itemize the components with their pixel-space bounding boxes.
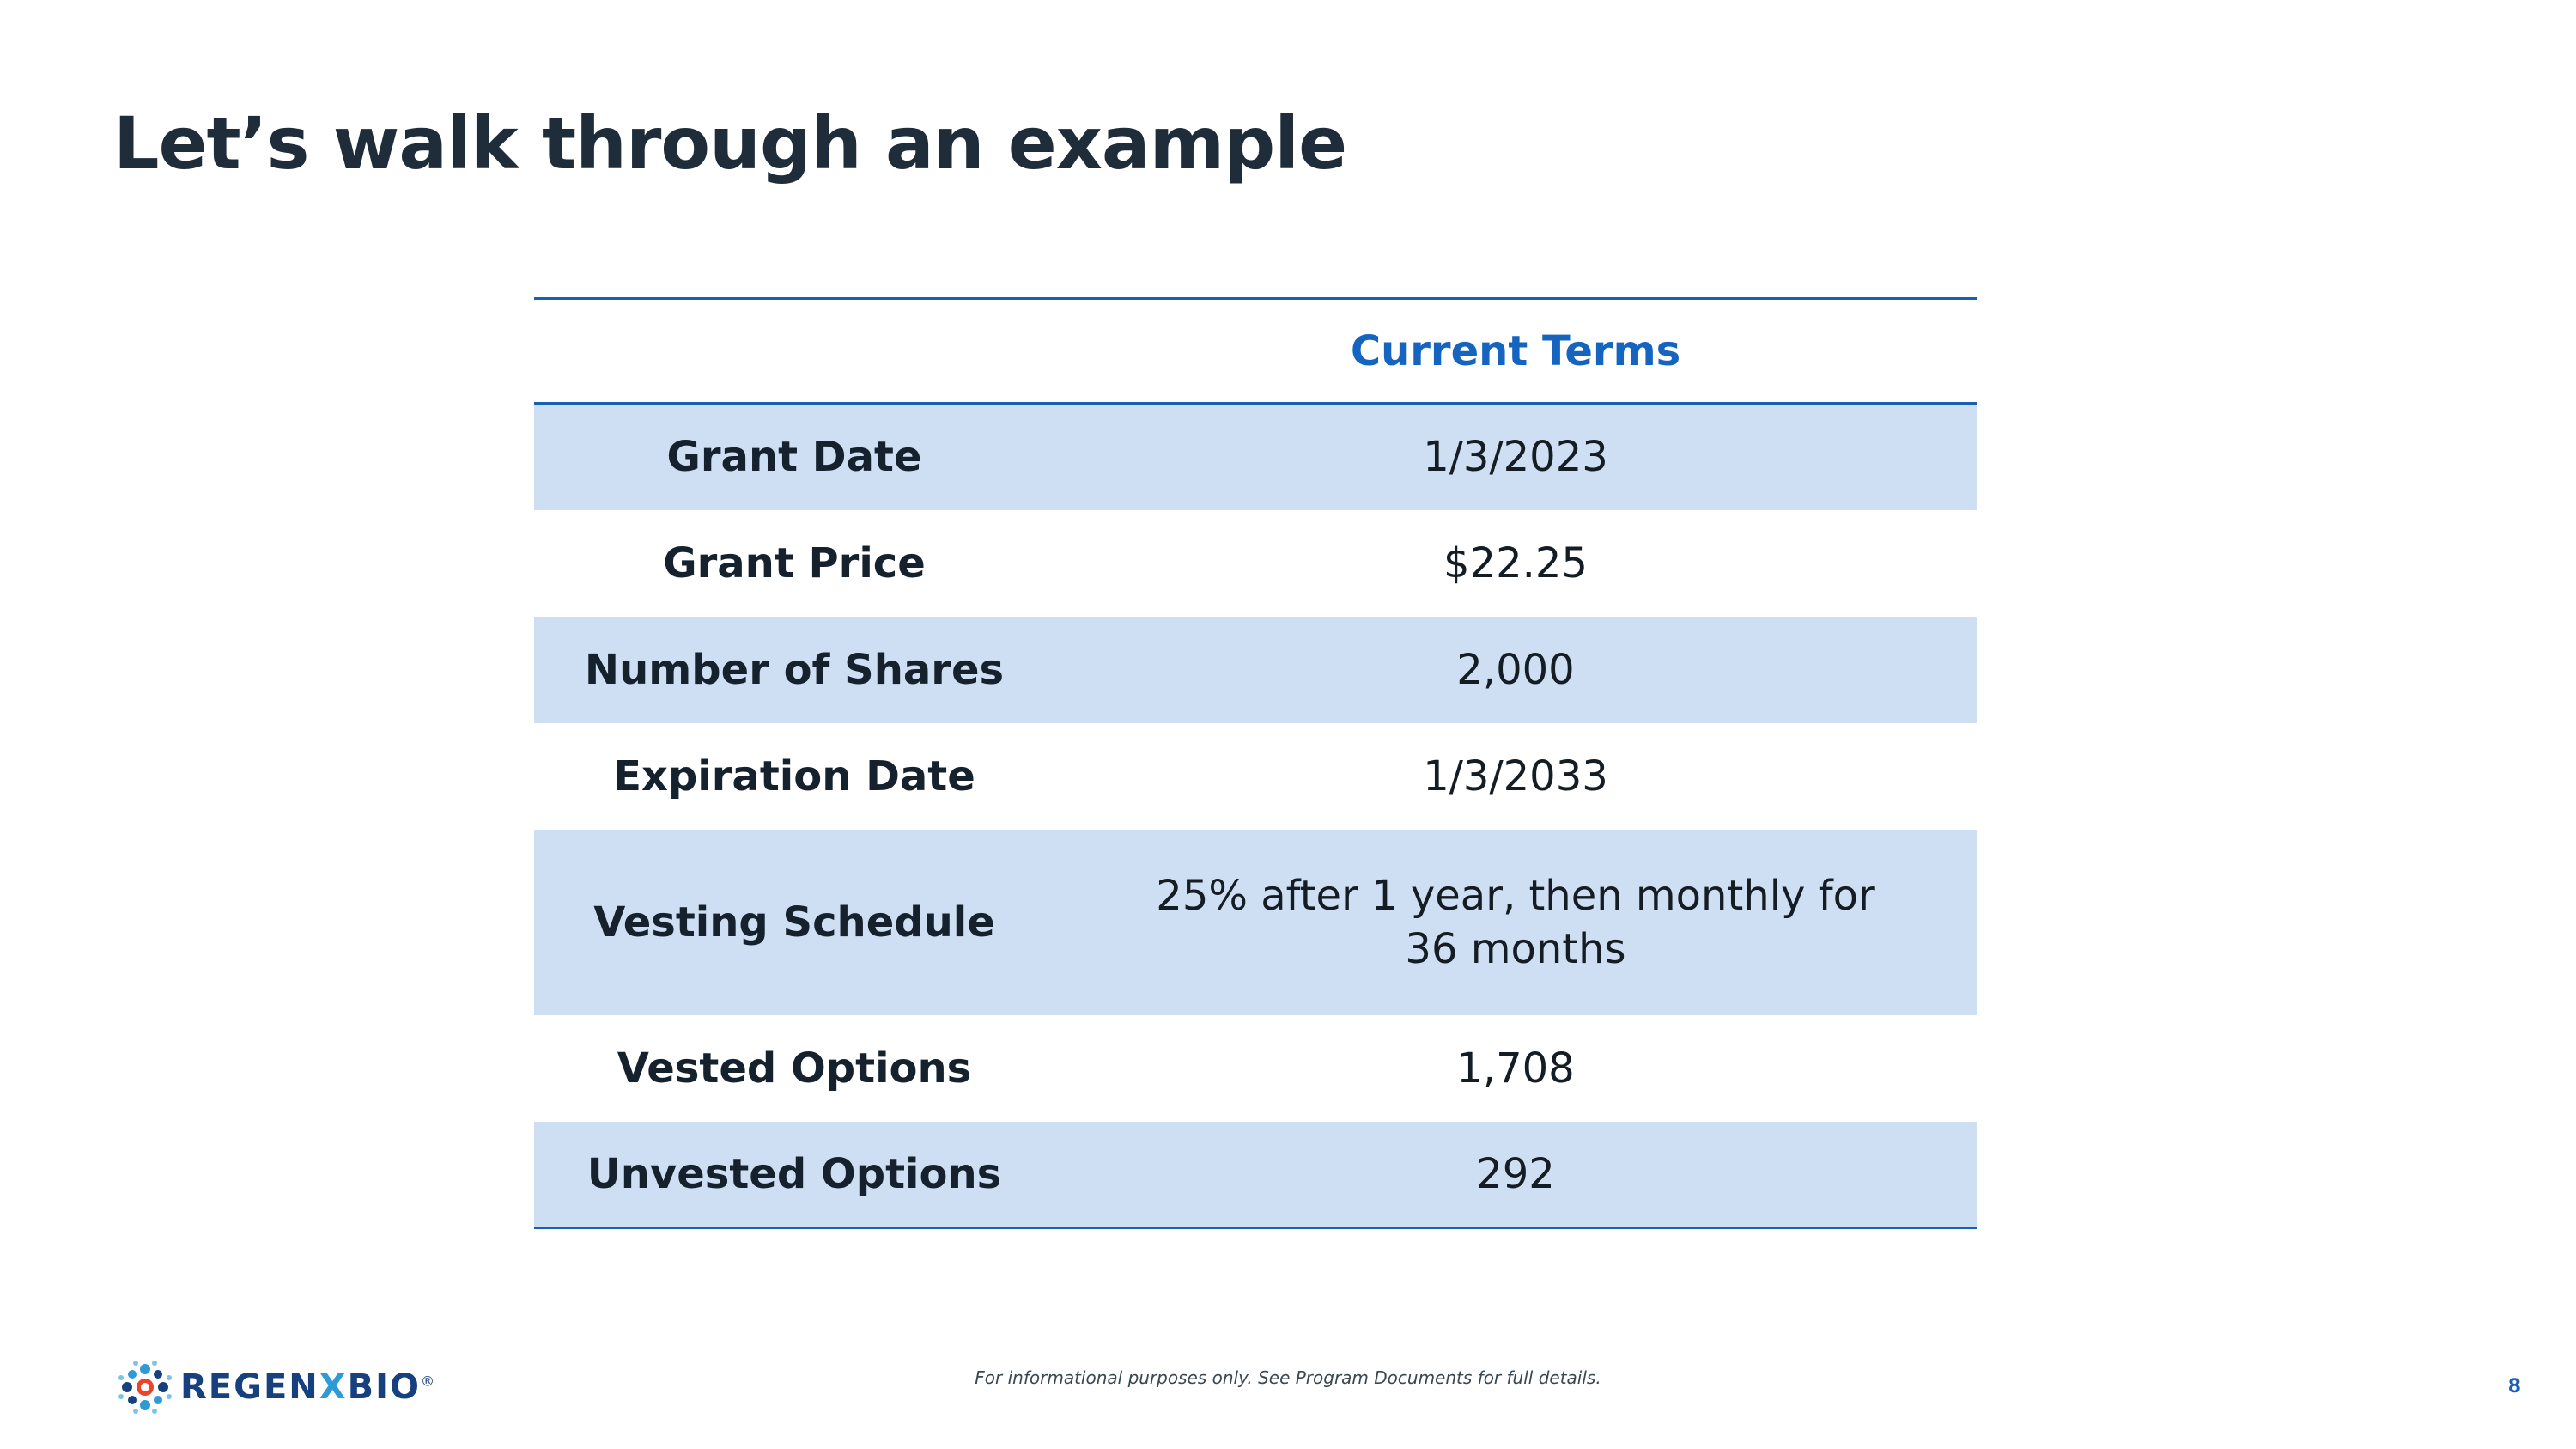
row-label: Number of Shares (584, 645, 1005, 694)
table-row-grant-price (534, 510, 1977, 617)
table-row-expiration-date (534, 723, 1977, 830)
footer-disclaimer: For informational purposes only. See Program Documents for full details. (975, 1367, 1601, 1388)
row-value: 292 (1476, 1149, 1555, 1198)
row-label: Vested Options (617, 1044, 972, 1093)
row-value: 2,000 (1456, 645, 1575, 694)
row-value: $22.25 (1443, 539, 1588, 588)
registered-mark: ® (420, 1373, 436, 1390)
table-row-number-of-shares (534, 617, 1977, 723)
table-row-unvested-options (534, 1122, 1977, 1228)
row-value: 1/3/2023 (1423, 433, 1608, 482)
row-label: Unvested Options (586, 1149, 1002, 1198)
row-value: 25% after 1 year, then monthly for 36 months (1156, 871, 1875, 973)
logo-text-main: REGEN (180, 1367, 319, 1407)
table-row-vesting-schedule (534, 830, 1977, 1015)
logo-text-x: X (319, 1367, 348, 1407)
row-value: 1/3/2033 (1423, 752, 1608, 801)
table-row-vested-options (534, 1015, 1977, 1122)
table-header-row (534, 299, 1977, 404)
logo-text-end: BIO (347, 1367, 421, 1407)
column-header-current-terms: Current Terms (1350, 326, 1681, 375)
row-value-cell (1054, 830, 1977, 1015)
row-label: Vesting Schedule (593, 898, 995, 947)
page-number: 8 (2507, 1376, 2521, 1397)
row-label: Expiration Date (613, 752, 975, 801)
row-label: Grant Date (666, 433, 922, 482)
row-label: Grant Price (663, 539, 926, 588)
table-row-grant-date (534, 404, 1977, 510)
slide-title: Let’s walk through an example (113, 101, 1347, 186)
row-value: 1,708 (1456, 1044, 1575, 1093)
header-empty-cell (534, 299, 1054, 404)
terms-table (534, 297, 1977, 1229)
